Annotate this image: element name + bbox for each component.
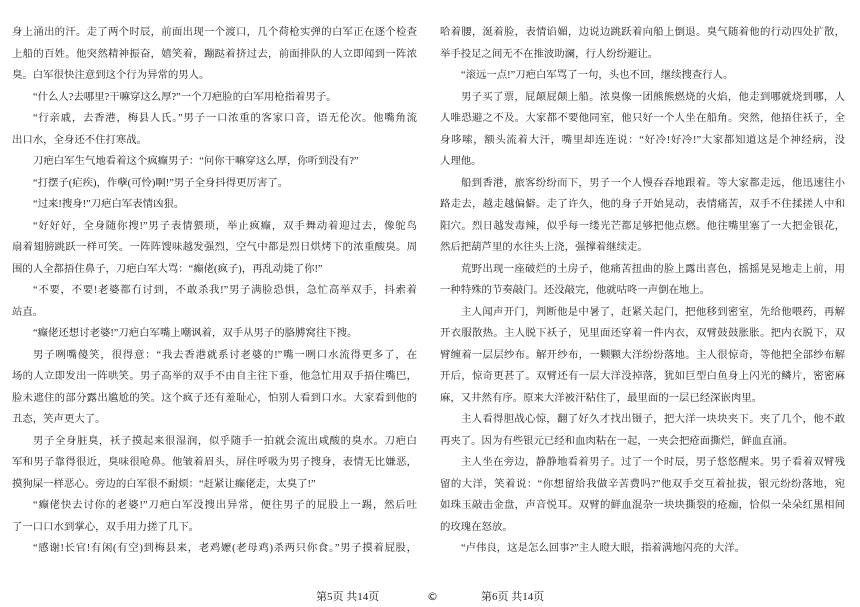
text-line: 军和男子靠得很近，臭味很呛鼻。他皱着眉头，屏住呼吸为男子搜身，表情无比嫌恶， <box>12 457 417 468</box>
paragraph <box>440 259 845 302</box>
text-line: “滚远一点!”刀疤白军骂了一句，头也不回，继续搜查行人。 <box>461 70 734 81</box>
text-line: “好好好，全身随你搜!”男子表情猥琐，举止疯癫，双手舞动着迎过去，像鸵鸟 <box>33 220 417 232</box>
text-line: “卢伟良，这是怎么回事?”主人瞪大眼，指着满地闪亮的大洋。 <box>461 543 745 554</box>
text-line: 船到香港，旅客纷纷而下，男子一个人慢吞吞地跟着。等大家都走远，他迅速往小 <box>461 177 845 189</box>
text-line: 如珠玉敲击金盘，声音悦耳。双臂的鲜血混杂一块块撕裂的疮痂，恰似一朵朵红黑相间 <box>440 500 845 511</box>
paragraph <box>12 173 417 195</box>
left-column <box>12 22 417 560</box>
paragraph <box>440 409 845 452</box>
text-line: 身哆嗦，额头流着大汗，嘴里却连连说：“好冷!好冷!”大家都知道这是个神经病，没 <box>440 134 845 146</box>
paragraph <box>12 495 417 538</box>
text-line: 臂缠着一层层纱布。解开纱布，一颗颗大洋纷纷落地。主人很惊奇，等他把全部纱布解 <box>440 349 845 361</box>
text-line: 主人坐在旁边，静静地看着男子。过了一个时辰，男子悠悠醒来。男子看着双臂残 <box>461 457 845 468</box>
paragraph <box>12 194 417 216</box>
paragraph <box>440 173 845 259</box>
paragraph <box>440 87 845 173</box>
text-line: 路走去，越走越偏僻。走了许久，他的身子开始晃动，表情痛苦，双手不住揉搓人中和 <box>440 199 845 210</box>
text-line: 哈着腰，涎着脸，表情谄媚，边说边跳跃着向船上倒退。臭气随着他的行动四处扩散， <box>440 27 845 38</box>
text-line: 开后，惊奇更甚了。双臂还有一层大洋没掉落，犹如巨型白鱼身上闪光的鳞片，密密麻 <box>440 371 845 382</box>
text-line: 荒野出现一座破烂的土房子，他痛苦扭曲的脸上露出喜色，摇摇晃晃地走上前，用 <box>461 263 845 275</box>
text-line: 站直。 <box>12 306 44 318</box>
text-line: 围的人全都捂住鼻子，刀疤白军大骂：“癫佬(疯子)，再乱动毙了你!” <box>12 263 323 275</box>
text-line: 主人看得胆战心惊，翻了好久才找出镊子，把大洋一块块夹下。夹了几个，他不敢 <box>461 414 845 425</box>
paragraph <box>12 323 417 345</box>
text-line: 上船的百姓。他突然精神振奋，嬉笑着，蹦跶着挤过去，前面排队的人立即闻到一阵浓 <box>12 48 417 60</box>
text-line: 麻，又井然有序。原来大洋被汗粘住了，最里面的一层已经深嵌肉里。 <box>440 392 763 404</box>
text-line: 男子买了票，屁颠屁颠上船。浓臭像一团熊熊燃烧的火焰，他走到哪就烧到哪，人 <box>461 91 845 103</box>
paragraph <box>440 452 845 538</box>
text-line: 场的人立即发出一阵哄笑。男子高举的双手不由自主往下垂，他急忙用双手捂住嘴巴， <box>12 371 417 382</box>
paragraph <box>12 151 417 173</box>
paragraph <box>12 216 417 281</box>
paragraph <box>12 108 417 151</box>
text-line: 男子咧嘴傻笑，很得意：“我去香港就系讨老婆的!”嘴一咧口水流得更多了，在 <box>33 349 417 361</box>
paragraph <box>440 538 845 560</box>
text-line: “癫佬快去讨你的老婆!”刀疤白军没搜出异常，便往男子的屁股上一踢，然后吐 <box>33 500 417 511</box>
text-line: “癫佬还想讨老婆!”刀疤白军嘴上嘲讽着，双手从男子的胳膊窝往下搜。 <box>33 328 358 339</box>
text-line: 身上涌出的汗。走了两个时辰，前面出现一个渡口，几个荷枪实弹的白军正在逐个检查 <box>12 27 417 38</box>
paragraph <box>12 431 417 496</box>
text-line: “行亲戚，去香港，梅县人氏。”男子一口浓重的客家口音，语无伦次。他嘴角流 <box>33 113 417 124</box>
page-number-right: 第6页 共14页 <box>481 591 545 603</box>
text-line: 主人闻声开门，判断他是中暑了，赶紧关起门，把他移到密室，先给他喂药，再解 <box>461 306 845 318</box>
text-line: 人理他。 <box>440 156 482 167</box>
paragraph <box>12 345 417 431</box>
text-line: 了一口口水到掌心，双手用力搓了几下。 <box>12 521 200 533</box>
text-line: “打摆子(疟疾)，作孽(可怜)啊!”男子全身抖得更厉害了。 <box>33 177 289 189</box>
text-line: 举手投足之间无不在推波助澜，行人纷纷避让。 <box>440 48 659 60</box>
text-line: 脸未遮住的部分露出尴尬的笑。这个疯子还有羞耻心，怕别人看到口水。大家看到他的 <box>12 392 417 404</box>
right-column <box>440 22 845 560</box>
paragraph <box>440 65 845 87</box>
text-line: “不要，不要!老婆都冇讨到，不敢杀我!”男子满脸恐惧，急忙高举双手，抖索着 <box>33 285 417 296</box>
page-number-left: 第5页 共14页 <box>316 591 380 603</box>
text-line: 阳穴。烈日越发毒辣，似乎每一缕光芒都足够把他点燃。他往嘴里塞了一大把金银花， <box>440 220 845 232</box>
paragraph <box>12 538 417 560</box>
text-line: 出口水，全身还不住打寒战。 <box>12 134 148 146</box>
copyright-mark: © <box>427 590 438 603</box>
text-line: 一种特殊的节奏敲门。还没敲完，他就咕咚一声倒在地上。 <box>440 285 711 296</box>
paragraph <box>440 302 845 410</box>
paragraph <box>12 87 417 109</box>
text-line: 开衣服散热。主人脱下袄子，见里面还穿着一件内衣，双臂鼓鼓胀胀。把内衣脱下，双 <box>440 328 845 339</box>
text-line: “过来!搜身!”刀疤白军表情凶狠。 <box>33 199 185 210</box>
paragraph <box>12 280 417 323</box>
text-line: 臭。白军很快注意到这个行为异常的男人。 <box>12 70 210 81</box>
text-line: 丑态，笑声更大了。 <box>12 414 106 425</box>
paragraph <box>440 22 845 65</box>
text-line: “什么人?去哪里?干嘛穿这么厚?”一个刀疤脸的白军用枪指着男子。 <box>33 91 337 103</box>
text-line: 刀疤白军生气地看着这个疯癫男子：“问你干嘛穿这么厚，你听到没有?” <box>33 156 359 167</box>
text-line: 摸狗屎一样恶心。旁边的白军很不耐烦：“赶紧让癫佬走，太臭了!” <box>12 478 316 490</box>
paragraph <box>12 22 417 87</box>
text-line: 人唯恐避之不及。大家都不要他同室，他只好一个人坐在船角。突然，他捂住袄子，全 <box>440 113 845 124</box>
text-line: 再夹了。因为有些银元已经和血肉粘在一起，一夹会把疮面撕烂，鲜血直涌。 <box>440 435 794 447</box>
text-line: 男子全身脏臭，袄子摸起来很湿润，似乎随手一拍就会流出咸酸的臭水。刀疤白 <box>33 435 417 447</box>
text-line: 扇着翅膀跳跃一样可笑。一阵阵馊味越发强烈，空气中都是烈日烘烤下的浓重酸臭。周 <box>12 242 417 253</box>
text-line: 的玫瑰在怒放。 <box>440 521 513 533</box>
text-line: “感谢!长官!有闲(有空)到梅县来，老鸡嬷(老母鸡)杀两只你食。”男子摸着屁股， <box>33 543 417 554</box>
text-line: 然后把葫芦里的水往头上浇，强撑着继续走。 <box>440 242 648 253</box>
text-line: 留的大洋，笑着说：“你想留给我做辛苦费吗?”他双手交互着扯拔，银元纷纷落地，宛 <box>440 478 845 490</box>
